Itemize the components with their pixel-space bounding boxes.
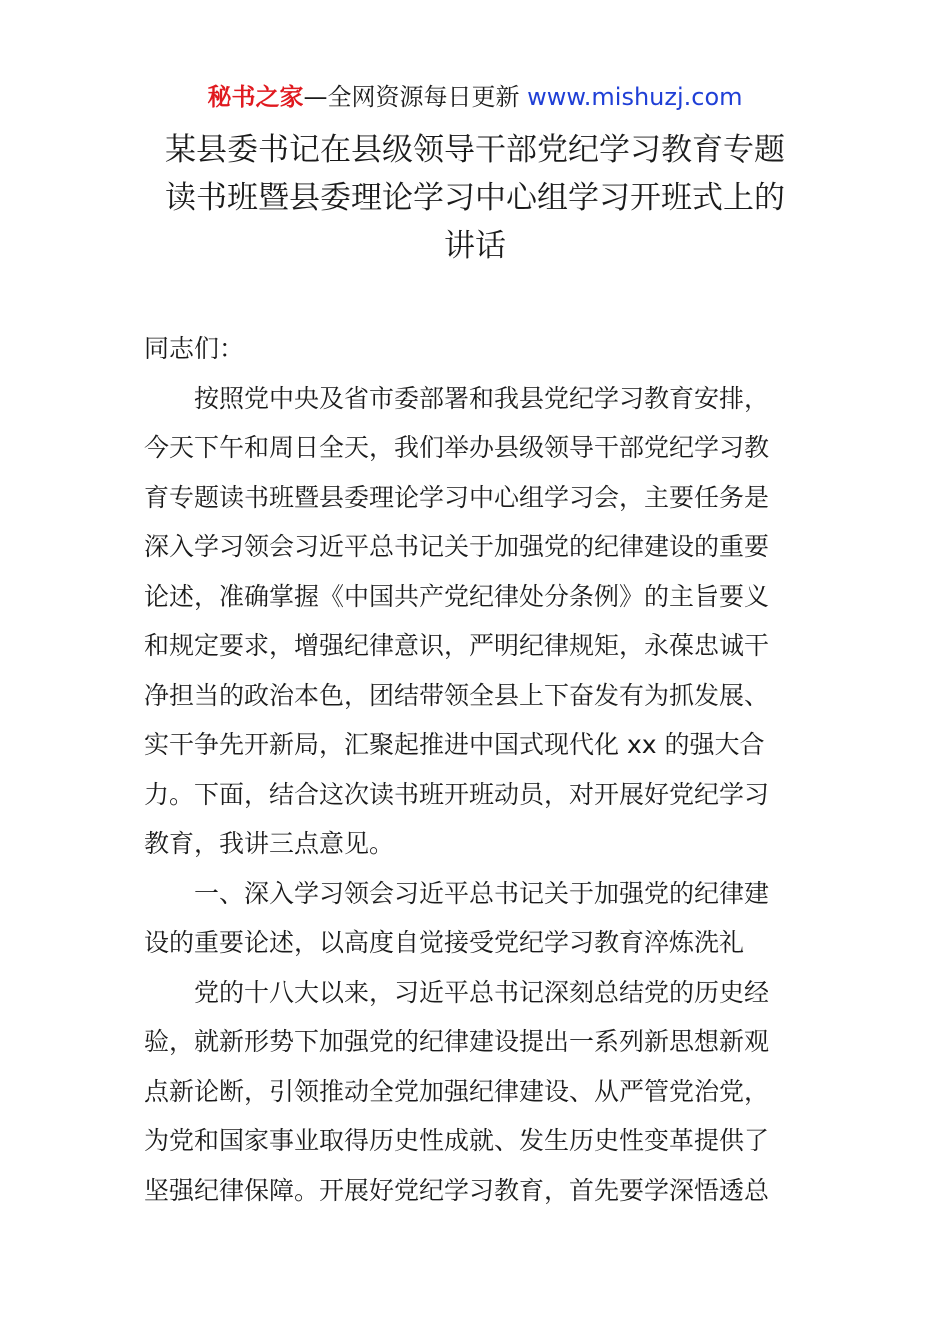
paragraph-line: 育专题读书班暨县委理论学习中心组学习会，主要任务是 [144,482,770,512]
paragraph-line: 净担当的政治本色，团结带领全县上下奋发有为抓发展、 [144,680,770,710]
title-line: 讲话 [444,228,506,264]
paragraph-line: 深入学习领会习近平总书记关于加强党的纪律建设的重要 [144,532,770,561]
paragraph-line: 坚强纪律保障。开展好党纪学习教育，首先要学深悟透总 [144,1175,770,1205]
title-line: 读书班暨县委理论学习中心组学习开班式上的 [165,180,785,216]
site-header [0,80,950,114]
title-line: 某县委书记在县级领导干部党纪学习教育专题 [165,132,785,168]
paragraph-line: 论述，准确掌握《中国共产党纪律处分条例》的主旨要义 [144,581,770,611]
section-heading-line: 一、深入学习领会习近平总书记关于加强党的纪律建 [194,878,770,908]
paragraph-line: 今天下午和周日全天，我们举办县级领导干部党纪学习教 [144,433,770,462]
paragraph-line: 力。下面，结合这次读书班开班动员，对开展好党纪学习 [144,779,770,809]
site-brand: 秘书之家 [207,83,304,111]
paragraph-line: 党的十八大以来，习近平总书记深刻总结党的历史经 [194,977,770,1007]
paragraph-line: 为党和国家事业取得历史性成就、发生历史性变革提供了 [144,1126,770,1155]
paragraph-line: 实干争先开新局，汇聚起推进中国式现代化 xx 的强大合 [144,730,765,759]
site-url-link[interactable]: www.mishuzj.com [527,83,743,111]
paragraph-line: 点新论断，引领推动全党加强纪律建设、从严管党治党， [144,1076,770,1106]
paragraph-line: 和规定要求，增强纪律意识，严明纪律规矩，永葆忠诚干 [144,631,770,660]
document-body [144,324,812,1215]
section-heading-line: 设的重要论述，以高度自觉接受党纪学习教育淬炼洗礼 [144,928,745,957]
paragraph-line: 验，就新形势下加强党的纪律建设提出一系列新思想新观 [144,1027,770,1056]
site-tagline: —全网资源每日更新 [303,83,528,111]
paragraph-line: 教育，我讲三点意见。 [144,829,395,858]
salutation: 同志们： [144,334,245,363]
paragraph-line: 按照党中央及省市委部署和我县党纪学习教育安排， [194,383,770,413]
document-title [100,126,850,270]
